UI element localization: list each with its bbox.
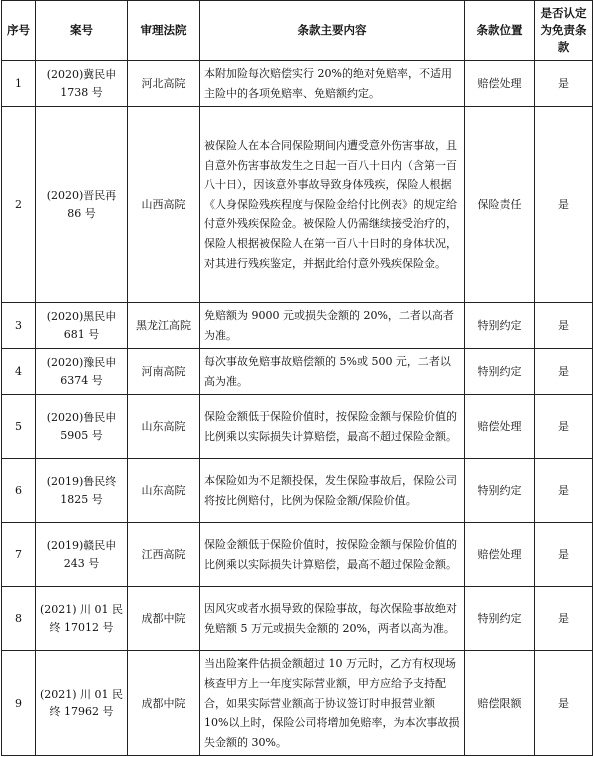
header-court: 审理法院	[128, 1, 200, 61]
clause-position: 赔偿处理	[465, 395, 535, 459]
court-name: 江西高院	[128, 523, 200, 587]
case-clause-table	[1, 0, 593, 756]
is-exemption-value: 是	[535, 651, 593, 756]
court-name: 山西高院	[128, 107, 200, 303]
row-index: 4	[2, 349, 36, 395]
table-row	[2, 107, 593, 303]
clause-position: 赔偿处理	[465, 523, 535, 587]
clause-position: 特别约定	[465, 459, 535, 523]
clause-content: 免赔额为 9000 元或损失金额的 20%，二者以高者为准。	[200, 303, 465, 349]
table-row	[2, 303, 593, 349]
clause-position: 赔偿处理	[465, 61, 535, 107]
header-case-number: 案号	[36, 1, 128, 61]
case-number: (2021) 川 01 民 终 17962 号	[36, 651, 128, 756]
header-clause-content: 条款主要内容	[200, 1, 465, 61]
clause-content: 被保险人在本合同保险期间内遭受意外伤害事故，且自意外伤害事故发生之日起一百八十日内（含第一百八十日），因该意外事故导致身体残疾，保险人根据《人身保险残疾程度与保险金给付比例表》的规定给付意外残疾保险金。被保险人仍需继续接受治疗的，保险人根据被保险人在第一百八十日时的身体状况，对其进行残疾鉴定，并据此给付意外残疾保险金。	[200, 107, 465, 303]
table-row	[2, 523, 593, 587]
table-row	[2, 587, 593, 651]
table-row	[2, 651, 593, 756]
court-name: 黑龙江高院	[128, 303, 200, 349]
row-index: 3	[2, 303, 36, 349]
row-index: 2	[2, 107, 36, 303]
table-row	[2, 459, 593, 523]
case-number: (2020)豫民申 6374 号	[36, 349, 128, 395]
is-exemption-value: 是	[535, 107, 593, 303]
row-index: 8	[2, 587, 36, 651]
table-row	[2, 395, 593, 459]
court-name: 河南高院	[128, 349, 200, 395]
case-number: (2020)黑民申 681 号	[36, 303, 128, 349]
clause-position: 保险责任	[465, 107, 535, 303]
row-index: 6	[2, 459, 36, 523]
is-exemption-value: 是	[535, 349, 593, 395]
is-exemption-value: 是	[535, 459, 593, 523]
is-exemption-value: 是	[535, 523, 593, 587]
clause-content: 每次事故免赔事故赔偿额的 5%或 500 元，二者以高为准。	[200, 349, 465, 395]
header-clause-position: 条款位置	[465, 1, 535, 61]
court-name: 河北高院	[128, 61, 200, 107]
case-number: (2019)赣民申 243 号	[36, 523, 128, 587]
row-index: 9	[2, 651, 36, 756]
row-index: 7	[2, 523, 36, 587]
court-name: 成都中院	[128, 587, 200, 651]
table-row	[2, 61, 593, 107]
clause-content: 因风灾或者水损导致的保险事故，每次保险事故绝对免赔额 5 万元或损失金额的 20%，两者以高为准。	[200, 587, 465, 651]
header-index: 序号	[2, 1, 36, 61]
is-exemption-value: 是	[535, 61, 593, 107]
table-row	[2, 349, 593, 395]
court-name: 山东高院	[128, 459, 200, 523]
clause-content: 本附加险每次赔偿实行 20%的绝对免赔率，不适用主险中的各项免赔率、免赔额约定。	[200, 61, 465, 107]
clause-position: 特别约定	[465, 349, 535, 395]
court-name: 山东高院	[128, 395, 200, 459]
court-name: 成都中院	[128, 651, 200, 756]
is-exemption-value: 是	[535, 303, 593, 349]
header-is-exemption: 是否认定为免责条款	[535, 1, 593, 61]
clause-content: 当出险案件估损金额超过 10 万元时，乙方有权现场核查甲方上一年度实际营业额，甲方应给予支持配合，如果实际营业额高于协议签订时申报营业额 10%以上时，保险公司将增加免赔率，为本次事故损失金额的 30%。	[200, 651, 465, 756]
case-number: (2021) 川 01 民 终 17012 号	[36, 587, 128, 651]
clause-position: 特别约定	[465, 587, 535, 651]
case-number: (2020)冀民申 1738 号	[36, 61, 128, 107]
clause-content: 本保险如为不足额投保，发生保险事故后，保险公司将按比例赔付，比例为保险金额/保险价值。	[200, 459, 465, 523]
clause-content: 保险金额低于保险价值时，按保险金额与保险价值的比例乘以实际损失计算赔偿，最高不超过保险金额。	[200, 523, 465, 587]
clause-content: 保险金额低于保险价值时，按保险金额与保险价值的比例乘以实际损失计算赔偿，最高不超过保险金额。	[200, 395, 465, 459]
table-header-row	[2, 1, 593, 61]
clause-position: 赔偿限额	[465, 651, 535, 756]
case-number: (2020)鲁民申 5905 号	[36, 395, 128, 459]
row-index: 5	[2, 395, 36, 459]
clause-position: 特别约定	[465, 303, 535, 349]
row-index: 1	[2, 61, 36, 107]
is-exemption-value: 是	[535, 395, 593, 459]
is-exemption-value: 是	[535, 587, 593, 651]
case-number: (2019)鲁民终 1825 号	[36, 459, 128, 523]
case-number: (2020)晋民再 86 号	[36, 107, 128, 303]
